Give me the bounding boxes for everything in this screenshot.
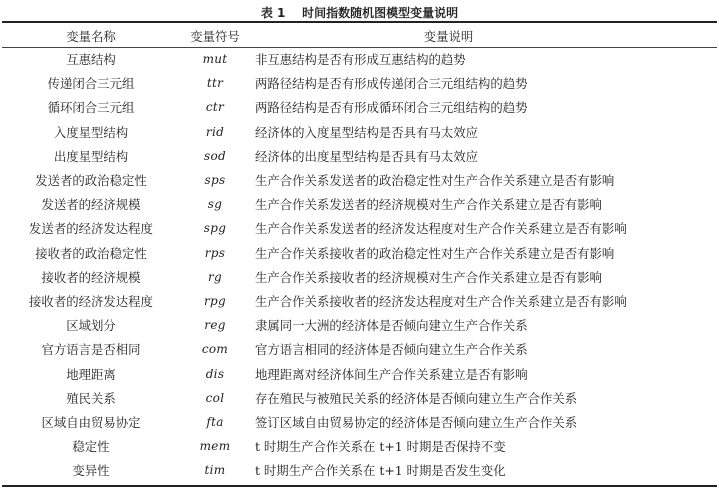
variable-description: 生产合作关系发送者的经济规模对生产合作关系建立是否有影响 bbox=[255, 197, 602, 213]
variable-symbol: rps bbox=[204, 245, 226, 260]
variable-description: 生产合作关系接收者的经济规模对生产合作关系建立是否有影响 bbox=[255, 269, 602, 285]
variable-symbol: mem bbox=[199, 439, 231, 454]
header-desc: 变量说明 bbox=[423, 28, 474, 44]
variable-name: 出度星型结构 bbox=[53, 148, 129, 164]
variable-symbol: sg bbox=[207, 197, 223, 212]
bottom-rule bbox=[2, 485, 717, 487]
variable-symbol: rid bbox=[205, 124, 225, 139]
table-row bbox=[2, 361, 717, 385]
variable-symbol: mut bbox=[202, 52, 228, 67]
table-row bbox=[2, 47, 717, 71]
variable-description: 地理距离对经济体间生产合作关系建立是否有影响 bbox=[255, 366, 528, 382]
table-row bbox=[2, 386, 717, 410]
variable-name: 地理距离 bbox=[66, 366, 116, 382]
table-row bbox=[2, 168, 717, 192]
variable-description: 两路径结构是否有形成传递闭合三元组结构的趋势 bbox=[255, 76, 528, 92]
table-row bbox=[2, 410, 717, 434]
variable-symbol: sps bbox=[204, 173, 226, 188]
table-row bbox=[2, 216, 717, 240]
table-row bbox=[2, 192, 717, 216]
table-row bbox=[2, 313, 717, 337]
variable-symbol: sod bbox=[204, 148, 226, 163]
table-row bbox=[2, 120, 717, 144]
variable-description: 经济体的入度星型结构是否具有马太效应 bbox=[255, 124, 479, 140]
variable-name: 发送者的政治稳定性 bbox=[35, 173, 147, 189]
table-row bbox=[2, 289, 717, 313]
variable-name: 稳定性 bbox=[72, 439, 110, 455]
table-row bbox=[2, 241, 717, 265]
table-row bbox=[2, 434, 717, 458]
variable-description: 隶属同一大洲的经济体是否倾向建立生产合作关系 bbox=[255, 318, 528, 334]
variable-symbol: com bbox=[201, 342, 229, 357]
variable-name: 互惠结构 bbox=[66, 52, 116, 68]
table-row bbox=[2, 71, 717, 95]
variable-symbol: ttr bbox=[206, 76, 224, 91]
table-row bbox=[2, 458, 717, 482]
variable-description: 生产合作关系发送者的经济发达程度对生产合作关系建立是否有影响 bbox=[255, 221, 627, 237]
variable-symbol: col bbox=[205, 390, 225, 405]
variable-description: 官方语言相同的经济体是否倾向建立生产合作关系 bbox=[255, 342, 528, 358]
variable-description: 存在殖民与被殖民关系的经济体是否倾向建立生产合作关系 bbox=[255, 390, 578, 406]
variable-description: 生产合作关系接收者的经济发达程度对生产合作关系建立是否有影响 bbox=[255, 293, 627, 309]
variable-symbol: fta bbox=[206, 414, 224, 429]
table-caption: 表 1 时间指数随机图模型变量说明 bbox=[260, 6, 459, 20]
variable-description: 两路径结构是否有形成循环闭合三元组结构的趋势 bbox=[255, 100, 528, 116]
variable-description: 生产合作关系发送者的政治稳定性对生产合作关系建立是否有影响 bbox=[255, 173, 615, 189]
variable-name: 入度星型结构 bbox=[53, 124, 129, 140]
variable-name: 传递闭合三元组 bbox=[47, 76, 135, 92]
variable-name: 循环闭合三元组 bbox=[47, 100, 135, 116]
variable-description: t 时期生产合作关系在 t+1 时期是否保持不变 bbox=[255, 439, 506, 455]
variable-description: 经济体的出度星型结构是否具有马太效应 bbox=[255, 148, 479, 164]
variable-symbol: spg bbox=[203, 221, 227, 236]
variable-name: 官方语言是否相同 bbox=[41, 342, 141, 358]
header-symbol: 变量符号 bbox=[190, 28, 240, 44]
variable-name: 区域自由贸易协定 bbox=[41, 414, 141, 430]
variable-table bbox=[2, 24, 717, 482]
variable-name: 殖民关系 bbox=[66, 390, 116, 406]
variable-name: 发送者的经济发达程度 bbox=[29, 221, 153, 237]
table-row bbox=[2, 337, 717, 361]
variable-description: 非互惠结构是否有形成互惠结构的趋势 bbox=[255, 52, 466, 68]
variable-symbol: rpg bbox=[204, 293, 226, 308]
variable-symbol: rg bbox=[207, 269, 223, 284]
header-name: 变量名称 bbox=[66, 28, 116, 44]
table-row bbox=[2, 144, 717, 168]
variable-description: 签订区域自由贸易协定的经济体是否倾向建立生产合作关系 bbox=[255, 414, 578, 430]
header-row bbox=[2, 24, 717, 47]
variable-name: 接收者的经济发达程度 bbox=[29, 293, 153, 309]
top-rule bbox=[2, 21, 717, 23]
variable-name: 接收者的经济规模 bbox=[41, 269, 141, 285]
table-body bbox=[2, 47, 717, 482]
variable-name: 接收者的政治稳定性 bbox=[35, 245, 147, 261]
variable-name: 发送者的经济规模 bbox=[41, 197, 141, 213]
variable-symbol: dis bbox=[205, 366, 225, 381]
variable-description: t 时期生产合作关系在 t+1 时期是否发生变化 bbox=[255, 463, 506, 479]
variable-name: 区域划分 bbox=[66, 318, 116, 334]
variable-symbol: ctr bbox=[205, 100, 225, 115]
variable-symbol: reg bbox=[204, 318, 226, 333]
variable-symbol: tim bbox=[204, 463, 226, 478]
variable-name: 变异性 bbox=[72, 463, 110, 479]
variable-description: 生产合作关系接收者的政治稳定性对生产合作关系建立是否有影响 bbox=[255, 245, 615, 261]
table-row bbox=[2, 95, 717, 119]
table-row bbox=[2, 265, 717, 289]
